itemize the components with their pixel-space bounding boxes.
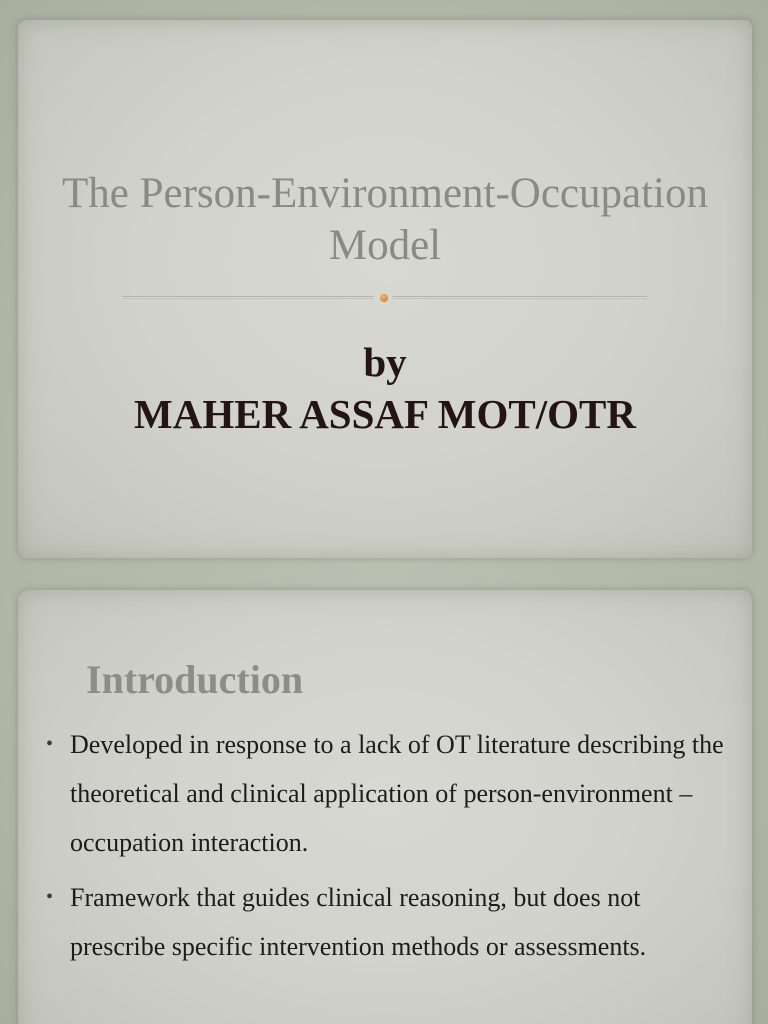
title-slide <box>18 20 752 558</box>
slide-title-line-1: The Person-Environment-Occupation <box>61 170 708 217</box>
title-divider <box>122 296 648 300</box>
list-item <box>38 720 738 867</box>
author-byline <box>18 336 752 440</box>
bullet-dot-icon: • <box>46 733 54 755</box>
introduction-slide <box>18 590 752 1024</box>
list-item <box>38 873 738 971</box>
slide-heading: Introduction <box>86 657 304 702</box>
bullet-dot-icon: • <box>46 886 54 908</box>
divider-line-left <box>122 296 374 299</box>
divider-dot-icon <box>380 294 388 302</box>
bullet-text: Developed in response to a lack of OT literature describing the theoretical and clinical application of person-environment – occupation interaction. <box>70 730 724 857</box>
slide-title <box>18 168 752 272</box>
byline-author: MAHER ASSAF MOT/OTR <box>134 391 636 437</box>
byline-by: by <box>363 339 407 385</box>
bullet-text: Framework that guides clinical reasoning, but does not prescribe specific intervention methods or assessments. <box>70 883 647 961</box>
bullet-list <box>38 720 738 977</box>
divider-line-right <box>392 296 648 299</box>
slide-title-line-2: Model <box>328 222 442 269</box>
